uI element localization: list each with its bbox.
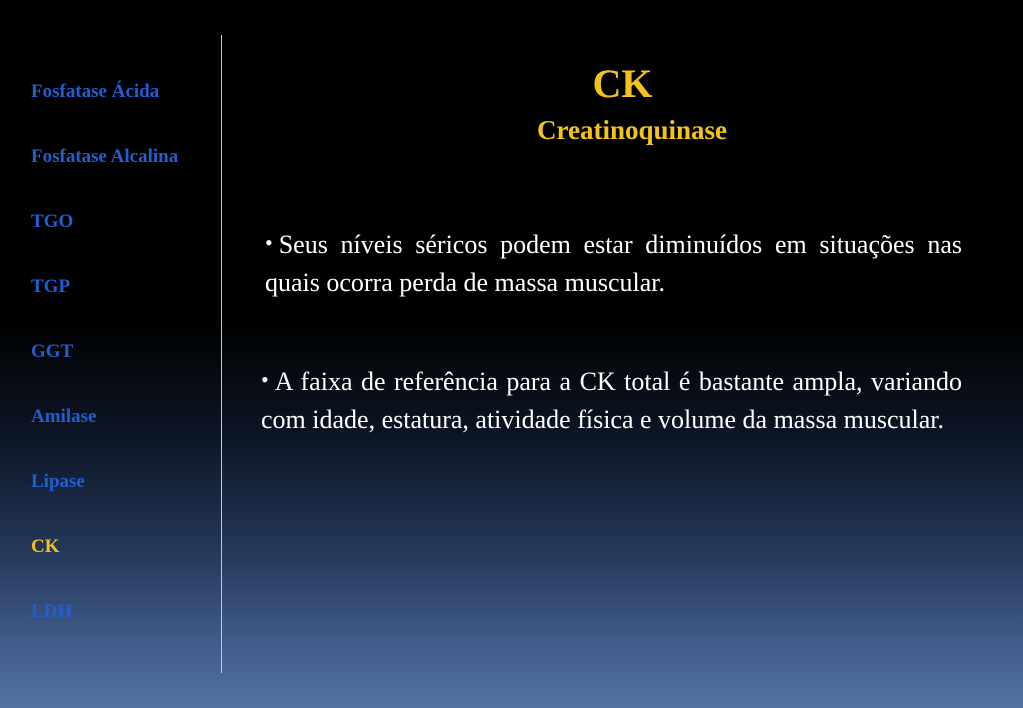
sidebar-item-ggt[interactable]: GGT — [31, 341, 74, 362]
sidebar-item-fosfatase-acida[interactable]: Fosfatase Ácida — [31, 81, 160, 102]
paragraph-text: Seus níveis séricos podem estar diminuídos em situações nas quais ocorra perda de massa muscular. — [265, 230, 962, 297]
sidebar-item-amilase[interactable]: Amilase — [31, 406, 97, 427]
page-subtitle: Creatinoquinase — [536, 115, 728, 145]
sidebar-nav — [0, 0, 222, 708]
bullet-paragraph-2 — [261, 361, 962, 438]
bullet-paragraph-1 — [265, 224, 962, 301]
sidebar-item-fosfatase-alcalina[interactable]: Fosfatase Alcalina — [31, 146, 179, 167]
bullet-icon: • — [261, 367, 269, 392]
sidebar-item-ldh[interactable]: LDH — [31, 601, 73, 622]
paragraph-text: A faixa de referência para a CK total é bastante ampla, variando com idade, estatura, atividade física e volume da massa muscular. — [261, 367, 962, 434]
page-title: CK — [592, 61, 653, 106]
sidebar-item-ck[interactable]: CK — [31, 536, 60, 557]
bullet-icon: • — [265, 230, 273, 255]
sidebar-item-tgo[interactable]: TGO — [31, 211, 74, 232]
sidebar-item-lipase[interactable]: Lipase — [31, 471, 85, 492]
sidebar-item-tgp[interactable]: TGP — [31, 276, 71, 297]
